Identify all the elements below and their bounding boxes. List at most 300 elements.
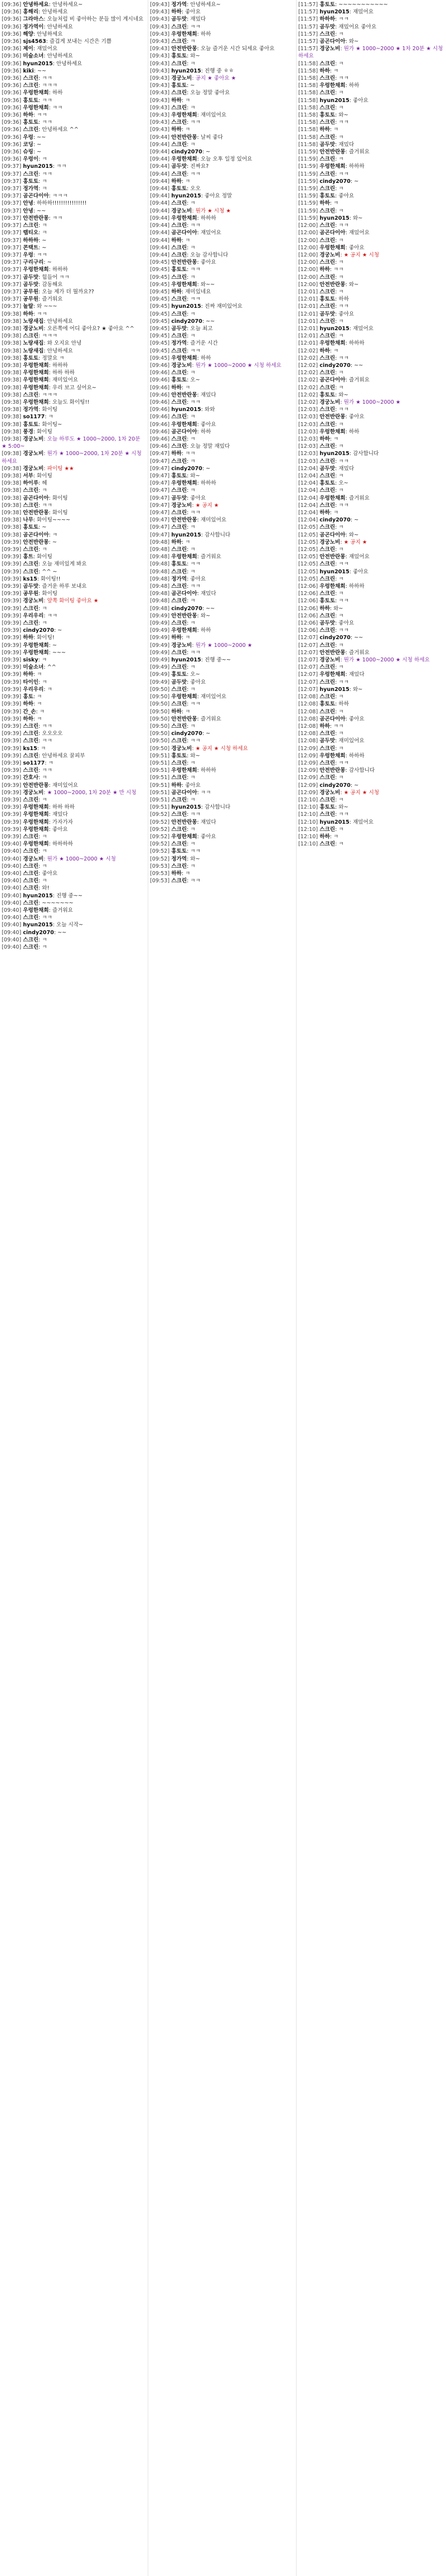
message-nickname: 우렁한채희 [319, 83, 346, 89]
message-text: : ㅋ [187, 547, 196, 553]
message-text: : ㅋㅋ [43, 612, 58, 619]
message-timestamp: [11:59] [298, 200, 318, 207]
chat-message [2, 767, 148, 774]
chat-message [2, 369, 148, 376]
message-text: : ~~~ [49, 649, 66, 656]
message-timestamp: [12:00] [298, 281, 318, 288]
message-nickname: 스크린 [171, 701, 187, 708]
message-timestamp: [09:39] [2, 598, 22, 605]
message-timestamp: [09:44] [150, 215, 170, 221]
message-timestamp: [09:39] [2, 620, 22, 627]
message-text: : ~ [350, 517, 359, 524]
message-text: : ㅋㅋ [187, 119, 201, 126]
chat-message [298, 1, 445, 8]
message-text: : 오늘 재미있게 봐요 [38, 561, 87, 568]
message-nickname: ks15 [23, 745, 37, 752]
message-timestamp: [12:03] [298, 407, 318, 413]
message-timestamp: [09:38] [2, 384, 22, 391]
message-text: : 안녕하세요 [33, 31, 63, 37]
message-text: : 재밌다 [187, 16, 206, 23]
message-timestamp: [12:08] [298, 716, 318, 722]
message-text: : 하하하 [345, 340, 365, 347]
message-timestamp: [09:45] [150, 347, 170, 354]
chat-message [150, 222, 296, 229]
message-text: : ㅋ [329, 200, 339, 207]
chat-message [298, 495, 445, 502]
message-text: : ㅋㅋ [335, 119, 349, 126]
chat-message [150, 782, 296, 789]
message-nickname: 랩티오 [23, 230, 39, 236]
message-nickname: 하하 [23, 112, 33, 119]
message-timestamp: [09:39] [2, 804, 22, 811]
message-timestamp: [09:44] [150, 156, 170, 163]
message-text: : 화이팅 [49, 510, 68, 516]
message-nickname: 스크린 [319, 75, 336, 82]
message-text: : ㅋㅋ [335, 760, 349, 766]
message-timestamp: [12:00] [298, 274, 318, 281]
message-nickname: 스크린 [23, 487, 39, 494]
message-text: : ㅋ [335, 318, 344, 325]
message-timestamp: [09:37] [2, 267, 22, 273]
message-nickname: hyun2015 [171, 303, 201, 310]
message-nickname: 스크린 [171, 119, 187, 126]
message-nickname: 하하 [171, 9, 182, 16]
message-text: : ㅋㅋ [187, 811, 201, 818]
message-timestamp: [09:40] [2, 856, 22, 862]
message-timestamp: [12:07] [298, 635, 318, 641]
message-nickname: 경궁노비 [171, 207, 192, 214]
message-timestamp: [09:51] [150, 789, 170, 796]
message-timestamp: [09:46] [150, 436, 170, 442]
chat-message [2, 914, 148, 921]
chat-message [2, 67, 148, 75]
chat-message [2, 840, 148, 848]
chat-message [2, 16, 148, 23]
message-timestamp: [09:37] [2, 296, 22, 303]
chat-message [298, 737, 445, 745]
message-timestamp: [09:36] [2, 97, 22, 104]
message-timestamp: [09:52] [150, 811, 170, 818]
message-timestamp: [09:47] [150, 524, 170, 531]
message-text: : 헤 [38, 480, 47, 487]
message-nickname: 안전반란몽 [319, 767, 346, 774]
message-text: : ㅋㅋ [335, 407, 349, 413]
chat-message [298, 436, 445, 443]
chat-message [298, 560, 445, 568]
message-text: : ㅋㅋㅋ [49, 193, 68, 200]
message-nickname: 안전반란몽 [23, 782, 49, 789]
message-timestamp: [09:48] [150, 554, 170, 560]
chat-message [150, 229, 296, 236]
message-timestamp: [09:47] [150, 451, 170, 457]
message-timestamp: [12:00] [298, 223, 318, 229]
message-nickname: 스크린 [171, 738, 187, 745]
message-timestamp: [09:39] [2, 568, 22, 575]
message-text: : 진행 중~~ [52, 892, 83, 899]
chat-message [2, 686, 148, 693]
message-nickname: 스크린 [171, 370, 187, 376]
chat-message [150, 325, 296, 332]
message-text: : ㅋㅋ [335, 75, 349, 82]
message-timestamp: [09:44] [150, 223, 170, 229]
message-text: : ㅋ [335, 90, 344, 96]
message-nickname: 노랑새집 [23, 340, 44, 347]
message-timestamp: [09:45] [150, 259, 170, 266]
chat-message [298, 332, 445, 340]
message-nickname: 스크린 [319, 694, 336, 700]
message-nickname: 우렁한채희 [171, 281, 197, 288]
message-timestamp: [11:57] [298, 38, 318, 45]
message-text: : ㅋ [181, 539, 191, 545]
message-nickname: 스크린 [171, 296, 187, 303]
message-text: : 즐거운 시간 [187, 340, 218, 347]
message-nickname: 스크린 [319, 223, 336, 229]
chat-message [298, 796, 445, 804]
message-text: : ㅋ [187, 38, 196, 45]
message-text: : ~ [54, 627, 62, 634]
message-nickname: 우렁한채희 [23, 370, 49, 376]
message-timestamp: [09:43] [150, 53, 170, 60]
chat-message [150, 156, 296, 163]
chat-message [2, 392, 148, 399]
message-nickname: 나무 [23, 517, 33, 524]
message-nickname: hyun2015 [171, 407, 201, 413]
message-timestamp: [11:57] [298, 16, 318, 23]
message-timestamp: [09:45] [150, 318, 170, 325]
message-nickname: 하하 [171, 127, 182, 133]
chat-message [2, 944, 148, 951]
message-text: : ㅋ [187, 796, 196, 803]
message-text: : ㅋ [335, 775, 344, 781]
chat-message [298, 583, 445, 590]
chat-message [150, 848, 296, 855]
message-text: : 오늘도 화이팅!! [49, 399, 90, 405]
message-text: : ㅋ [38, 186, 47, 192]
chat-message [150, 627, 296, 634]
message-text: : ㅋㅋ [335, 627, 349, 634]
message-nickname: 안전반란몽 [319, 149, 346, 156]
message-nickname: 우렁한채희 [171, 355, 197, 361]
message-nickname: 정가역 [171, 2, 187, 8]
message-text: : 오늘 즐거운 시간 되세요 좋아요 [197, 46, 275, 52]
message-text: : 오오오오 [38, 731, 63, 737]
message-timestamp: [09:38] [2, 428, 22, 435]
chat-message [150, 450, 296, 457]
chat-message [2, 428, 148, 436]
chat-message [2, 311, 148, 318]
message-timestamp: [09:49] [150, 657, 170, 664]
message-timestamp: [09:44] [150, 244, 170, 251]
message-timestamp: [09:36] [2, 90, 22, 96]
message-nickname: 스크린 [23, 833, 39, 840]
message-text: : ㅋㅋㅋ [38, 392, 58, 398]
message-timestamp: [12:05] [298, 547, 318, 553]
message-nickname: 스크린 [171, 878, 187, 885]
chat-message [298, 679, 445, 686]
message-nickname: 스크린 [319, 237, 336, 244]
message-text: : 안녕하세요 [43, 318, 73, 325]
message-text: : ~~ [33, 67, 46, 74]
message-text: : ㅋㅋ [335, 458, 349, 465]
message-timestamp: [12:05] [298, 576, 318, 582]
message-text: : 좋아요 [187, 679, 206, 685]
chat-message [298, 229, 445, 236]
message-timestamp: [09:48] [150, 539, 170, 545]
chat-message [2, 936, 148, 944]
message-text: : 재미있네요 [181, 288, 211, 295]
message-text: : ㅋㅋ [187, 738, 201, 745]
message-timestamp: [12:03] [298, 443, 318, 450]
chat-message [298, 833, 445, 840]
message-text: : 오늘 감사합니다 [187, 252, 229, 258]
chat-message [298, 509, 445, 516]
message-timestamp: [09:45] [150, 333, 170, 340]
message-timestamp: [09:43] [150, 2, 170, 8]
message-text: : ㅋㅋ [187, 583, 201, 590]
chat-message [150, 259, 296, 266]
message-timestamp: [12:06] [298, 583, 318, 590]
message-timestamp: [09:51] [150, 782, 170, 789]
chat-message [150, 207, 296, 215]
chat-message [298, 597, 445, 605]
chat-message [150, 826, 296, 833]
message-nickname: 우렁한채희 [171, 480, 197, 487]
message-text: : ㅋ [187, 200, 196, 207]
message-nickname: 하하 [23, 701, 33, 708]
chat-message [2, 568, 148, 576]
message-nickname: 스크린 [171, 760, 187, 766]
message-nickname: 서부 [23, 473, 33, 479]
chat-message [298, 82, 445, 89]
chat-message [2, 171, 148, 178]
message-timestamp: [11:58] [298, 141, 318, 148]
message-nickname: 우렁한채희 [171, 694, 197, 700]
message-nickname: 하하 [319, 605, 330, 612]
message-nickname: cindy2070 [23, 929, 54, 936]
message-timestamp: [12:08] [298, 694, 318, 700]
message-text: : ㅋㅋ [38, 119, 52, 126]
chat-message [298, 97, 445, 104]
message-timestamp: [12:09] [298, 767, 318, 774]
chat-message [2, 627, 148, 634]
message-timestamp: [09:45] [150, 340, 170, 347]
message-text: : 오~ [187, 377, 200, 384]
message-text: : 뭔가 ★ 1000~2000 ★ [340, 399, 401, 405]
message-nickname: 스크린 [319, 421, 336, 428]
chat-message [2, 421, 148, 428]
message-text: : 즐거워요 [345, 649, 370, 656]
message-timestamp: [09:48] [150, 568, 170, 575]
message-nickname: 경궁노비 [319, 539, 341, 545]
chat-message [150, 376, 296, 384]
chat-message [2, 804, 148, 811]
chat-message [2, 192, 148, 200]
message-text: : 오~ [187, 671, 200, 678]
message-nickname: 하하 [319, 833, 330, 840]
chat-message [298, 141, 445, 148]
message-timestamp: [11:59] [298, 171, 318, 177]
message-text: : ㅋ [187, 414, 196, 421]
message-nickname: 곰두맛 [319, 465, 336, 472]
message-timestamp: [12:03] [298, 436, 318, 442]
message-text: : ㅋㅋ [49, 104, 63, 111]
chat-message [298, 546, 445, 553]
message-nickname: 스크린 [171, 443, 187, 450]
message-timestamp: [09:49] [150, 649, 170, 656]
chat-message [298, 627, 445, 634]
chat-message [2, 590, 148, 597]
message-text: : ㅋ [38, 178, 47, 185]
message-text: : 재밌어요 좋아요 [335, 23, 377, 30]
message-text: : ~~ [54, 929, 67, 936]
chat-message [150, 1, 296, 8]
chat-message [150, 671, 296, 678]
chat-message [150, 745, 296, 752]
message-timestamp: [12:09] [298, 782, 318, 789]
chat-message [150, 516, 296, 524]
message-nickname: 하하 [171, 97, 182, 104]
message-timestamp: [09:38] [2, 318, 22, 325]
message-text: : 좋아요 [49, 826, 68, 833]
chat-message [298, 745, 445, 752]
chat-message [2, 826, 148, 833]
message-nickname: 스크린 [23, 392, 39, 398]
message-text: : ㅋ [335, 443, 344, 450]
chat-message [150, 347, 296, 355]
chat-message [150, 192, 296, 200]
message-nickname: 경궁노비 [319, 46, 341, 52]
message-timestamp: [12:03] [298, 458, 318, 465]
chat-message [2, 693, 148, 700]
chat-message [2, 465, 148, 472]
message-timestamp: [09:39] [2, 642, 22, 649]
message-text: : ㅋ [335, 487, 344, 494]
message-nickname: 스크린 [319, 274, 336, 281]
message-timestamp: [09:46] [150, 407, 170, 413]
message-timestamp: [09:43] [150, 31, 170, 37]
chat-message [298, 782, 445, 789]
message-timestamp: [09:40] [2, 915, 22, 921]
message-nickname: 스크린 [23, 878, 39, 885]
message-text: : ~~~~~~~~~~~ [335, 2, 388, 8]
message-nickname: 하하 [171, 870, 182, 877]
chat-message [298, 318, 445, 325]
chat-message [298, 325, 445, 332]
chat-message [150, 576, 296, 583]
message-timestamp: [09:39] [2, 539, 22, 545]
chat-message [2, 252, 148, 259]
message-timestamp: [12:03] [298, 414, 318, 421]
message-nickname: 미술소녀 [23, 53, 44, 60]
message-timestamp: [12:07] [298, 657, 318, 664]
chat-message [2, 597, 148, 605]
message-nickname: 스크린 [319, 775, 336, 781]
chat-message [298, 60, 445, 67]
message-timestamp: [09:36] [2, 31, 22, 37]
chat-message [150, 472, 296, 480]
message-timestamp: [09:39] [2, 745, 22, 752]
chat-message [298, 605, 445, 612]
message-nickname: 스크린 [171, 811, 187, 818]
message-nickname: 곰두맛 [319, 141, 336, 148]
message-nickname: 곰두맛 [171, 679, 187, 685]
message-text: : ㅋㅋ [187, 267, 201, 273]
message-nickname: 우렁한채희 [23, 642, 49, 649]
chat-message [2, 605, 148, 612]
chat-message [150, 686, 296, 693]
message-text: : 재미있어요 [49, 782, 79, 789]
message-nickname: hyun2015 [319, 325, 350, 332]
message-nickname: 스크린 [23, 885, 39, 892]
message-timestamp: [11:59] [298, 207, 318, 214]
message-nickname: 스크린 [23, 547, 39, 553]
chat-message [150, 237, 296, 244]
message-text: : ㅋ [335, 60, 344, 67]
message-timestamp: [09:38] [2, 325, 22, 332]
message-timestamp: [09:38] [2, 465, 22, 472]
message-text: : 와~ [349, 686, 363, 693]
message-timestamp: [09:39] [2, 731, 22, 737]
chat-message [150, 840, 296, 848]
message-text: : ㅋ [335, 370, 344, 376]
chat-message [298, 480, 445, 487]
message-timestamp: [12:00] [298, 244, 318, 251]
message-text: : ㅋㅋ [187, 848, 201, 855]
chat-message [2, 885, 148, 892]
message-timestamp: [12:06] [298, 612, 318, 619]
message-text: : ㅋㅋ [187, 510, 201, 516]
message-nickname: 스크린 [23, 796, 39, 803]
message-timestamp: [09:52] [150, 819, 170, 825]
message-nickname: 스크린 [319, 487, 336, 494]
chat-message [298, 252, 445, 259]
message-nickname: 스크린 [319, 591, 336, 597]
chat-message [150, 296, 296, 303]
chat-message [2, 760, 148, 767]
message-nickname: 홍토토 [23, 119, 39, 126]
message-text: : ㅋ [335, 642, 344, 649]
chat-message [2, 340, 148, 347]
message-nickname: 노랑새집 [23, 347, 44, 354]
message-text: : 좋아요 [197, 259, 216, 266]
message-text: : ㅋㅋ [335, 679, 349, 685]
message-nickname: 안전반란몽 [171, 517, 197, 524]
chat-message [2, 789, 148, 796]
chat-message [2, 656, 148, 664]
message-text: : 하하하 [49, 362, 68, 369]
chat-message [150, 355, 296, 362]
chat-message [2, 104, 148, 112]
message-timestamp: [09:37] [2, 288, 22, 295]
message-timestamp: [11:59] [298, 178, 318, 185]
chat-message [2, 649, 148, 656]
chat-message [2, 436, 148, 450]
chat-message [298, 819, 445, 826]
message-timestamp: [09:36] [2, 119, 22, 126]
message-text: : ㅋ [38, 796, 47, 803]
message-text: : ㅋ [335, 237, 344, 244]
message-text: : 재밌어요 [349, 325, 374, 332]
chat-message [150, 863, 296, 870]
message-text: : ㅋㅋ [33, 311, 47, 317]
message-timestamp: [09:52] [150, 856, 170, 862]
message-text: : 와~ [335, 112, 348, 119]
message-text: : ~ [38, 524, 47, 531]
chat-message [298, 524, 445, 531]
chat-message [2, 229, 148, 236]
message-nickname: 안전반란몽 [171, 259, 197, 266]
message-text: : 하하하 [345, 163, 365, 170]
